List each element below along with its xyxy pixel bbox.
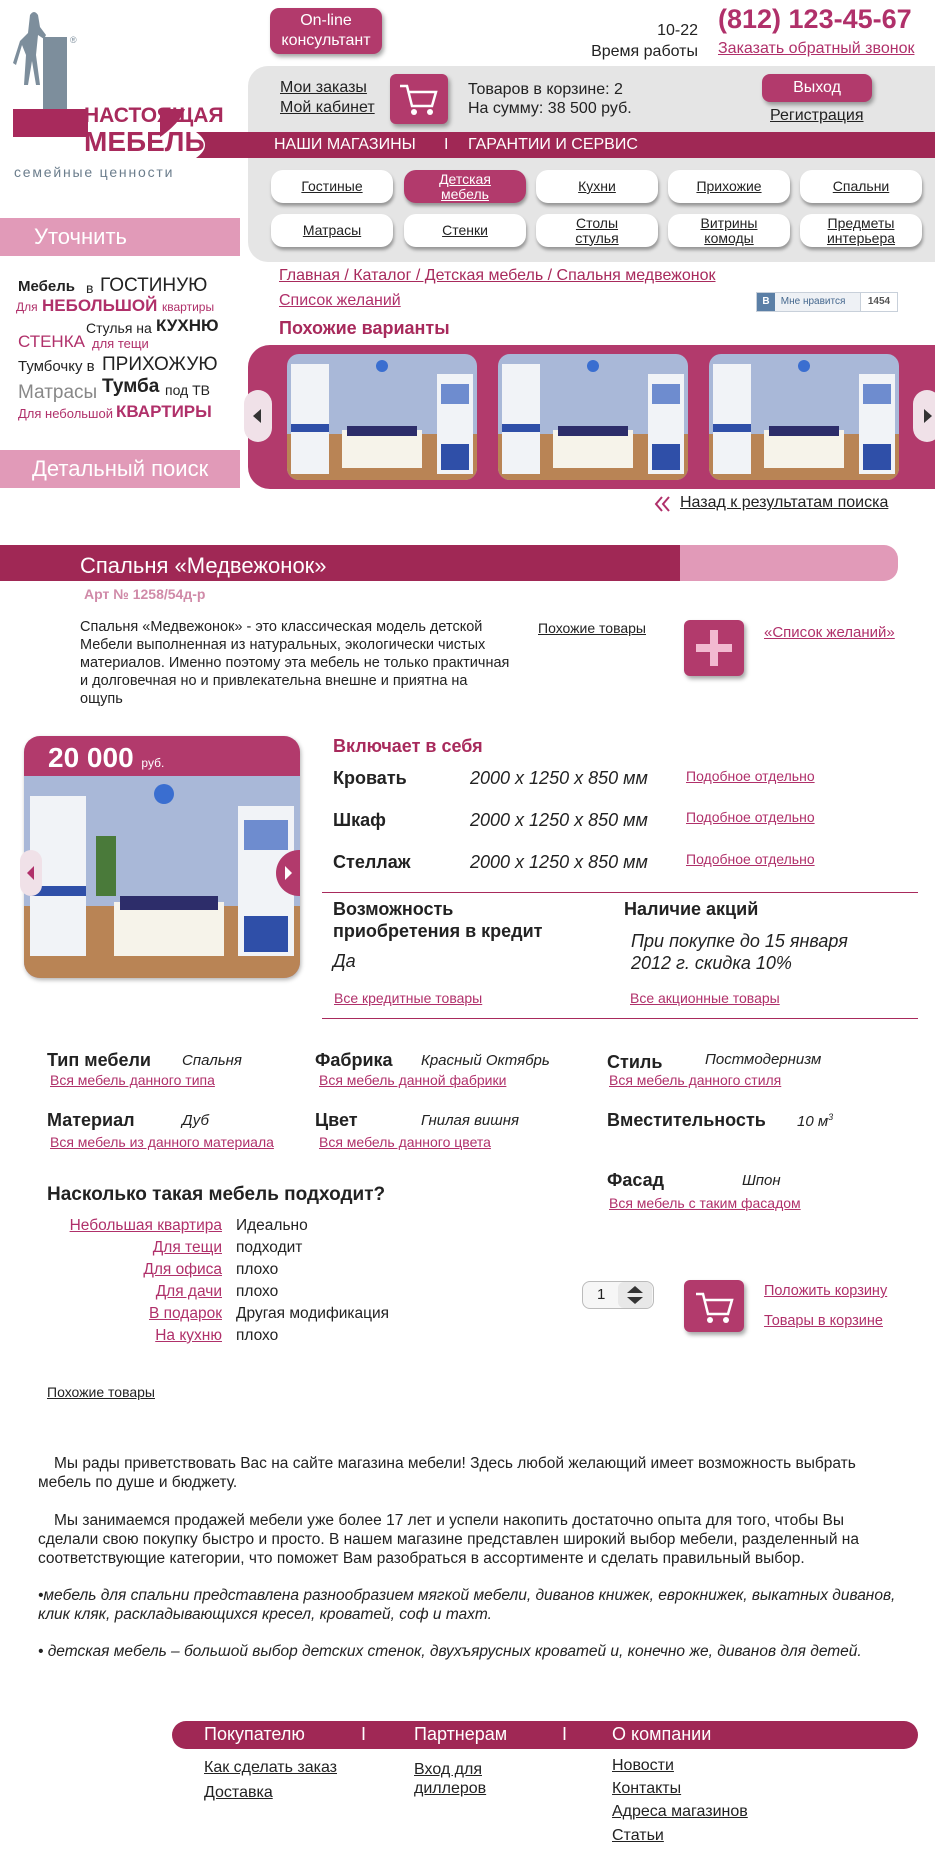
logo-word-2: МЕБЕЛЬ: [84, 126, 205, 157]
logo-figure-icon: [10, 5, 210, 185]
fit-value: Идеально: [236, 1217, 308, 1234]
register-link[interactable]: Регистрация: [770, 107, 864, 124]
promo-heading: Наличие акций: [624, 899, 759, 919]
prop-style-name: Стиль: [607, 1052, 663, 1072]
footer-dealer-login-2[interactable]: диллеров: [414, 1780, 487, 1797]
logo[interactable]: [10, 5, 210, 185]
put-in-cart-link[interactable]: Положить корзину: [764, 1283, 888, 1299]
prop-type-link[interactable]: Вся мебель данного типа: [50, 1072, 215, 1088]
svg-text:®: ®: [70, 35, 77, 45]
chevron-left-icon: [244, 390, 272, 442]
fit-value: подходит: [236, 1239, 303, 1256]
photo-next-button[interactable]: [276, 850, 300, 896]
footer-separator: I: [361, 1724, 367, 1744]
fit-label[interactable]: Для тещи: [152, 1239, 222, 1256]
category-kids-furniture[interactable]: [404, 170, 526, 203]
category-label: Спальни: [832, 178, 890, 194]
category-living-rooms[interactable]: [271, 170, 393, 203]
working-hours: [588, 20, 698, 62]
fit-label[interactable]: Для офиса: [143, 1261, 222, 1278]
prop-style-value: Постмодернизм: [705, 1051, 822, 1068]
tag[interactable]: Для: [16, 300, 38, 314]
item-similar-link[interactable]: Подобное отдельно: [686, 851, 815, 867]
fit-value: плохо: [236, 1327, 279, 1344]
carousel-next-button[interactable]: [913, 390, 935, 442]
my-cabinet-link[interactable]: Мой кабинет: [280, 99, 375, 116]
footer-how-to-order[interactable]: Как сделать заказ: [204, 1759, 337, 1776]
category-label: Столы: [575, 214, 619, 231]
footer-delivery[interactable]: Доставка: [204, 1784, 273, 1801]
product-photo: [24, 776, 300, 978]
item-similar-link[interactable]: Подобное отдельно: [686, 809, 815, 825]
account-links: [280, 78, 375, 118]
prop-type-value: Спальня: [182, 1052, 242, 1069]
promo-text: [631, 930, 848, 974]
tag[interactable]: для тещи: [92, 336, 149, 351]
chevron-left-icon: [20, 850, 42, 896]
credit-heading: [333, 898, 542, 942]
menu-separator: I: [444, 136, 449, 153]
category-hallways[interactable]: [668, 170, 790, 203]
includes-heading: Включает в себя: [333, 736, 483, 756]
prop-material-value: Дуб: [182, 1112, 209, 1129]
footer-news[interactable]: Новости: [612, 1757, 674, 1774]
back-to-results-link[interactable]: Назад к результатам поиска: [680, 494, 889, 511]
prop-color-link[interactable]: Вся мебель данного цвета: [319, 1134, 491, 1150]
fit-heading: Насколько такая мебель подходит?: [47, 1184, 386, 1205]
prop-capacity-value: [797, 1112, 833, 1130]
fit-value: плохо: [236, 1283, 279, 1300]
vk-icon: В: [757, 293, 775, 311]
chevron-right-icon: [913, 390, 935, 442]
add-to-wishlist-button[interactable]: [684, 620, 744, 676]
breadcrumb[interactable]: Главная / Каталог / Детская мебель / Спальня медвежонок: [279, 267, 716, 284]
wishlist-product-link[interactable]: «Список желаний»: [764, 624, 895, 641]
item-dimensions: 2000 х 1250 х 850 мм: [470, 768, 648, 788]
product-description: Спальня «Медвежонок» - это классическая модель детской Мебели выполненная из натуральных, экологически чистых материалов. Именно поэтому эта мебель не только практичная и долговечная но и привлекательна внешне и приятна на ощупь: [80, 619, 510, 707]
item-dimensions: 2000 х 1250 х 850 мм: [470, 852, 648, 872]
tag[interactable]: Тумбочку в: [18, 358, 95, 375]
category-kitchens[interactable]: [536, 170, 658, 203]
cart-sum: На сумму: 38 500 руб.: [468, 100, 632, 117]
phone-number: (812) 123-45-67: [718, 4, 912, 34]
similar-goods-link[interactable]: Похожие товары: [538, 620, 646, 636]
detail-search-button[interactable]: Детальный поиск: [0, 450, 240, 488]
item-name: Кровать: [333, 768, 407, 788]
footer-partners-heading: Партнерам: [414, 1724, 508, 1744]
vk-like-button[interactable]: [756, 292, 864, 312]
add-to-cart-button[interactable]: [684, 1280, 744, 1332]
credit-heading-1: Возможность: [333, 899, 454, 919]
product-price: [48, 742, 164, 774]
wishlist-link[interactable]: Список желаний: [279, 292, 401, 309]
tag[interactable]: Матрасы: [18, 382, 98, 403]
prop-facade-link[interactable]: Вся мебель с таким фасадом: [609, 1195, 801, 1211]
category-label-2: комоды: [704, 229, 754, 246]
seo-paragraph-1: Мы рады приветствовать Вас на сайте магазина мебели! Здесь любой желающий имеет возможность выбрать мебель по душе и бюджету.: [38, 1455, 856, 1491]
category-bedrooms[interactable]: [800, 170, 922, 203]
fit-label[interactable]: Для дачи: [155, 1283, 222, 1300]
similar-goods-bottom-link[interactable]: Похожие товары: [47, 1384, 155, 1400]
vk-like-label: Мне нравится: [780, 296, 846, 307]
prop-material-link[interactable]: Вся мебель из данного материала: [50, 1134, 274, 1150]
category-wall-units[interactable]: [404, 214, 526, 247]
category-label: Кухни: [578, 178, 616, 194]
credit-goods-link[interactable]: Все кредитные товары: [334, 990, 483, 1006]
item-similar-link[interactable]: Подобное отдельно: [686, 768, 815, 784]
prop-factory-value: Красный Октябрь: [421, 1052, 550, 1069]
tag[interactable]: ПРИХОЖУЮ: [102, 354, 218, 375]
category-tables-chairs[interactable]: [536, 214, 658, 247]
credit-value: Да: [333, 951, 356, 971]
tag[interactable]: Для небольшой: [18, 406, 113, 421]
seo-paragraph-2: Мы занимаемся продажей мебели уже более 17 лет и успели накопить достаточно опыта для того, чтобы Вы сделали свою покупку быстро и просто. В нашем магазине представлен широкий выбор мебели, разделенный на соответствующие категории, что поможет Вам разобраться в ассортименте и сделать правильный выбор.: [38, 1512, 859, 1567]
double-chevron-left-icon: [654, 496, 672, 512]
item-name: Стеллаж: [333, 852, 411, 872]
plus-icon: [684, 620, 744, 676]
category-label: Прихожие: [696, 178, 762, 194]
tag[interactable]: Тумба: [102, 376, 160, 397]
cart-icon: [390, 74, 448, 124]
category-interior-items[interactable]: [800, 214, 922, 247]
tag[interactable]: КВАРТИРЫ: [116, 402, 212, 421]
category-mattresses[interactable]: [271, 214, 393, 247]
prop-type-name: Тип мебели: [47, 1050, 151, 1070]
divider: [322, 1018, 918, 1019]
similar-heading: Похожие варианты: [279, 318, 450, 338]
quantity-arrows-icon[interactable]: [618, 1282, 652, 1308]
prop-factory-link[interactable]: Вся мебель данной фабрики: [319, 1072, 507, 1088]
tag-cloud: [16, 270, 226, 430]
hours-value: 10-22: [657, 22, 698, 39]
tag[interactable]: НЕБОЛЬШОЙ: [42, 296, 158, 315]
vk-like-count: 1454: [860, 292, 898, 312]
tag[interactable]: Мебель: [18, 278, 75, 295]
category-label: Матрасы: [302, 222, 362, 238]
bedroom-image: [287, 354, 477, 480]
capacity-number: 10 м: [797, 1113, 829, 1130]
online-consultant-button[interactable]: [270, 8, 382, 54]
tag[interactable]: в: [86, 280, 94, 296]
fit-label[interactable]: Небольшая квартира: [69, 1217, 222, 1234]
bedroom-image: [709, 354, 899, 480]
fit-label[interactable]: На кухню: [155, 1327, 222, 1344]
refine-button[interactable]: Уточнить: [0, 218, 240, 256]
category-label-2: интерьера: [826, 229, 896, 246]
category-label-2: стулья: [575, 229, 619, 246]
category-showcases[interactable]: [668, 214, 790, 247]
photo-prev-button[interactable]: [20, 850, 42, 896]
tag[interactable]: ГОСТИНУЮ: [100, 275, 208, 296]
bedroom-image: [498, 354, 688, 480]
price-value: 20 000: [48, 742, 134, 773]
seo-bullet-1: •мебель для спальни представлена разнообразием мягкой мебели, диванов книжек, еврокнижек, выкатных диванов, клик кляк, раскладывающихся кресел, кроватей, соф и тахт.: [38, 1587, 896, 1623]
prop-capacity-name: Вместительность: [607, 1110, 766, 1130]
capacity-unit-sup: 3: [828, 1112, 834, 1122]
tag[interactable]: квартиры: [162, 300, 215, 314]
logout-button[interactable]: Выход: [762, 74, 872, 102]
menu-bar-tail: [196, 132, 256, 158]
menu-shops[interactable]: НАШИ МАГАЗИНЫ: [274, 136, 416, 153]
category-label: Стенки: [442, 222, 488, 238]
chevron-right-icon: [276, 850, 300, 896]
prop-material-name: Материал: [47, 1110, 135, 1130]
category-label: Витрины: [700, 214, 758, 231]
online-label-2: консультант: [281, 32, 371, 49]
footer-contacts[interactable]: Контакты: [612, 1780, 682, 1797]
cart-button[interactable]: [390, 74, 448, 124]
prop-facade-value: Шпон: [742, 1172, 781, 1189]
cart-goods-link[interactable]: Товары в корзине: [764, 1313, 883, 1329]
seo-bullet-2: • детская мебель – большой выбор детских стенок, двухъярусных кроватей и, конечно же, диванов для детей.: [38, 1643, 862, 1660]
similar-item-2[interactable]: [498, 354, 688, 480]
credit-heading-2: приобретения в кредит: [333, 921, 543, 941]
product-article: Арт № 1258/54д-р: [84, 586, 206, 602]
divider: [322, 892, 918, 893]
fit-label[interactable]: В подарок: [148, 1305, 222, 1322]
fit-value: Другая модификация: [236, 1305, 390, 1322]
footer-buyers-heading: Покупателю: [204, 1724, 305, 1744]
carousel-prev-button[interactable]: [244, 390, 272, 442]
footer-company-heading: О компании: [612, 1724, 712, 1744]
similar-item-3[interactable]: [709, 354, 899, 480]
hours-label: Время работы: [591, 43, 698, 60]
prop-style-link[interactable]: Вся мебель данного стиля: [609, 1072, 782, 1088]
footer-articles[interactable]: Статьи: [612, 1827, 664, 1844]
fit-value: плохо: [236, 1261, 279, 1278]
tag[interactable]: КУХНЮ: [156, 316, 219, 335]
logo-tagline: семейные ценности: [14, 164, 175, 180]
footer-dealer-login-1[interactable]: Вход для: [414, 1761, 482, 1778]
menu-guarantee[interactable]: ГАРАНТИИ И СЕРВИС: [468, 136, 638, 153]
category-label-2: мебель: [441, 185, 489, 202]
tag[interactable]: Стулья на: [86, 320, 152, 336]
item-name: Шкаф: [333, 810, 386, 830]
tag[interactable]: СТЕНКА: [18, 332, 85, 351]
category-label: Предметы: [827, 214, 895, 231]
footer-shop-addresses[interactable]: Адреса магазинов: [612, 1803, 748, 1820]
promo-goods-link[interactable]: Все акционные товары: [630, 990, 780, 1006]
similar-item-1[interactable]: [287, 354, 477, 480]
prop-color-value: Гнилая вишня: [421, 1112, 519, 1129]
category-label: Детская: [439, 170, 491, 187]
product-title: Спальня «Медвежонок»: [80, 553, 327, 578]
prop-facade-name: Фасад: [607, 1170, 665, 1190]
cart-count: Товаров в корзине: 2: [468, 81, 623, 98]
price-currency: руб.: [141, 756, 165, 770]
category-label: Гостиные: [301, 178, 363, 194]
cart-summary: [468, 80, 632, 118]
footer-separator: I: [562, 1724, 568, 1744]
tag[interactable]: под ТВ: [165, 382, 211, 398]
promo-line-1: При покупке до 15 января: [631, 931, 848, 951]
my-orders-link[interactable]: Мои заказы: [280, 79, 367, 96]
prop-factory-name: Фабрика: [315, 1050, 393, 1070]
logo-word-1: НАСТОЯЩАЯ: [84, 104, 224, 127]
item-dimensions: 2000 х 1250 х 850 мм: [470, 810, 648, 830]
quantity-value: 1: [597, 1286, 606, 1303]
online-label-1: On-line: [300, 12, 352, 29]
promo-line-2: 2012 г. скидка 10%: [631, 953, 792, 973]
prop-color-name: Цвет: [315, 1110, 358, 1130]
callback-link[interactable]: Заказать обратный звонок: [718, 40, 915, 57]
cart-icon: [684, 1280, 744, 1332]
